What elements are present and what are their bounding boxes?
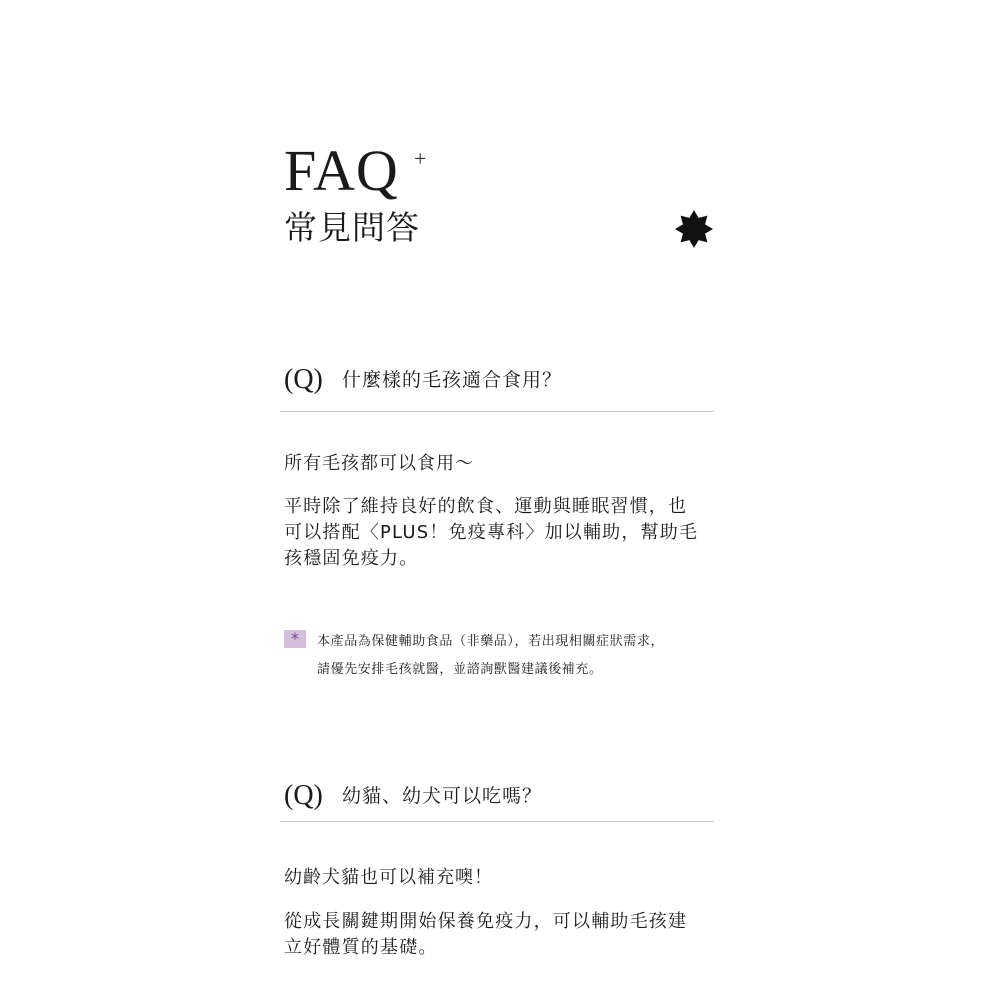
- question-text: 什麼樣的毛孩適合食用？: [342, 369, 563, 391]
- answer-lead: 所有毛孩都可以食用～: [284, 453, 474, 474]
- q-mark: (Q): [284, 364, 323, 395]
- page-subtitle: 常見問答: [284, 208, 420, 247]
- eight-point-star-icon: [674, 209, 714, 249]
- disclaimer-line: 請優先安排毛孩就醫，並諮詢獸醫建議後補充。: [317, 662, 603, 677]
- answer-body: [284, 909, 716, 961]
- disclaimer-line: 本產品為保健輔助食品（非藥品），若出現相關症狀需求，: [317, 634, 665, 649]
- disclaimer-text: [317, 628, 664, 684]
- answer-line: 孩穩固免疫力。: [284, 548, 419, 569]
- asterisk-marker: *: [284, 630, 306, 648]
- answer-body: [284, 494, 716, 572]
- divider: [280, 821, 714, 822]
- question-text: 幼貓、幼犬可以吃嗎？: [342, 785, 543, 807]
- faq-page: [284, 0, 716, 1000]
- disclaimer-note: [284, 628, 724, 684]
- title-plus-mark: +: [414, 146, 427, 171]
- q-mark: (Q): [284, 780, 323, 811]
- faq-question-2: [284, 778, 716, 822]
- divider: [280, 411, 714, 412]
- answer-line: 平時除了維持良好的飲食、運動與睡眠習慣，也: [284, 496, 688, 517]
- faq-question-1: [284, 362, 716, 406]
- answer-line: 從成長關鍵期開始保養免疫力，可以輔助毛孩建: [284, 911, 688, 932]
- answer-line: 立好體質的基礎。: [284, 937, 438, 958]
- page-title: FAQ: [284, 138, 399, 203]
- answer-lead: 幼齡犬貓也可以補充噢！: [284, 867, 493, 888]
- answer-line: 可以搭配〈PLUS！免疫專科〉加以輔助，幫助毛: [284, 522, 699, 543]
